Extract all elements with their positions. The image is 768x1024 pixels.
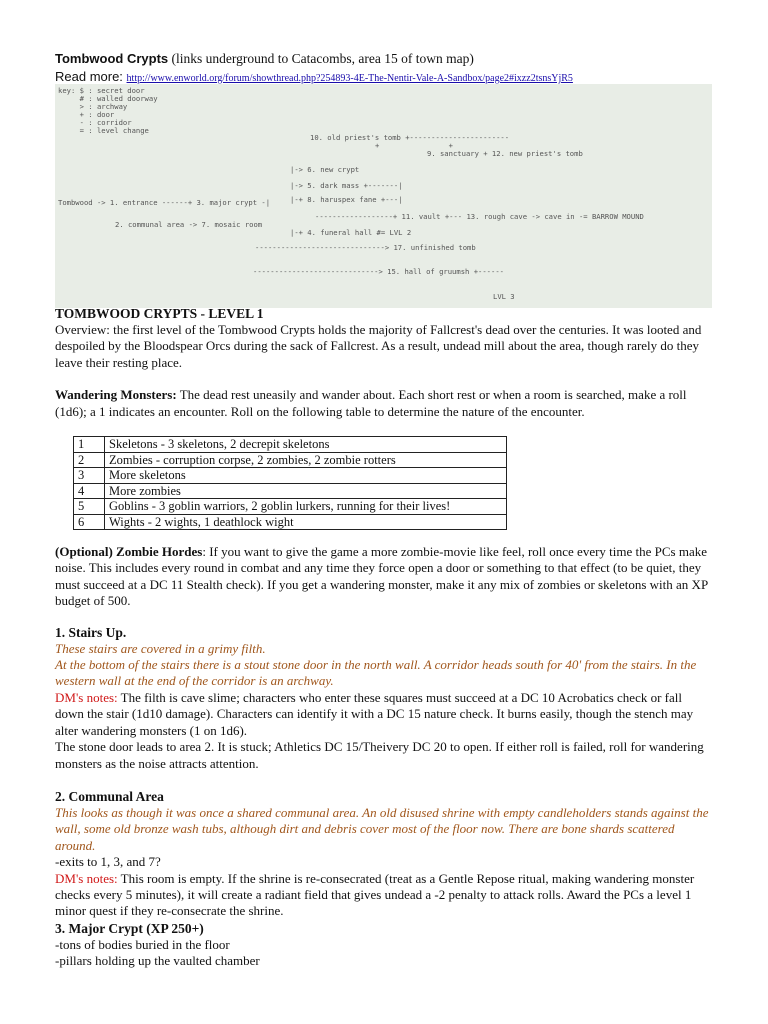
table-row xyxy=(74,483,507,499)
level-heading: TOMBWOOD CRYPTS - LEVEL 1 xyxy=(55,306,264,321)
result-cell: More skeletons xyxy=(105,468,507,484)
result-cell: Goblins - 3 goblin warriors, 2 goblin lurkers, running for their lives! xyxy=(105,499,507,515)
result-cell: Skeletons - 3 skeletons, 2 decrepit skeletons xyxy=(105,437,507,453)
dm-notes-label: DM's notes: xyxy=(55,689,118,705)
wandering-monsters-label: Wandering Monsters: xyxy=(55,387,177,403)
result-cell: More zombies xyxy=(105,483,507,499)
diagram-node-line: LVL 3 xyxy=(493,292,515,301)
room-2-flavor: This looks as though it was once a shared communal area. An old disused shrine with empty candleholders stands against the wall, some old bronze wash tubs, although dirt and debris cover most of the floor now. There are bone shards scattered around. xyxy=(55,804,709,853)
diagram-node-line: ------------------+ 11. vault +--- 13. rough cave -> cave in -= BARROW MOUND xyxy=(315,212,644,221)
dm-notes-text: This room is empty. If the shrine is re-consecrated (treat as a Gentle Repose ritual, making wandering monster checks every 5 minutes), it will create a radiant field that gives undead a -2 penalty to attack rolls. Award the PCs a level 1 minor quest if they re-consecrate the shrine. xyxy=(55,870,695,919)
room-2-heading: 2. Communal Area xyxy=(55,788,164,804)
result-cell: Wights - 2 wights, 1 deathlock wight xyxy=(105,514,507,530)
level-overview: Overview: the first level of the Tombwood Crypts holds the majority of Fallcrest's dead over the centuries. It was looted and despoiled by the Bloodspear Orcs during the sack of Fallcrest. As a result, undead mill about the area, though rarely do they leave their resting place. xyxy=(55,322,702,370)
dm-notes-text: The filth is cave slime; characters who enter these squares must succeed at a DC 10 Acrobatics check or fall down the stair (1d10 damage). Characters can identify it with a DC 15 nature check. It burns easily, though the stench may alter wandering monsters (1 on 1d6). xyxy=(55,689,694,738)
roll-cell: 2 xyxy=(74,452,105,468)
diagram-key-line: - : corridor xyxy=(58,118,132,127)
room-3-line: -pillars holding up the vaulted chamber xyxy=(55,953,260,969)
doc-title-line xyxy=(55,51,474,67)
diagram-key-line: > : archway xyxy=(58,102,128,111)
room-3-heading: 3. Major Crypt (XP 250+) xyxy=(55,920,204,936)
roll-cell: 6 xyxy=(74,514,105,530)
diagram-node-line: |-+ 4. funeral hall #= LVL 2 xyxy=(290,228,412,237)
read-more-label: Read more: xyxy=(55,69,123,84)
diagram-node-line: -----------------------------> 15. hall of gruumsh +------ xyxy=(253,267,504,276)
room-1-flavor: These stairs are covered in a grimy filth. xyxy=(55,640,266,656)
diagram-node-line: ------------------------------> 17. unfinished tomb xyxy=(255,243,476,252)
room-1-dm-notes xyxy=(55,690,710,739)
diagram-node-line: Tombwood -> 1. entrance ------+ 3. major crypt -| xyxy=(58,198,271,207)
diagram-node-line: 2. communal area -> 7. mosaic room xyxy=(115,220,263,229)
crypt-map-diagram xyxy=(55,84,712,308)
diagram-node-line: |-> 5. dark mass +-------| xyxy=(290,181,403,190)
room-1-flavor: At the bottom of the stairs there is a stout stone door in the north wall. A corridor heads south for 40' from the stairs. In the western wall at the end of the corridor is an archway. xyxy=(55,657,697,689)
diagram-node-line: |-+ 8. haruspex fane +---| xyxy=(290,195,403,204)
diagram-key-line: + : door xyxy=(58,110,115,119)
diagram-key-line: = : level change xyxy=(58,126,149,135)
wandering-monsters-table xyxy=(73,436,507,530)
zombie-hordes-text: : If you want to give the game a more zombie-movie like feel, roll once every time the PCs make noise. This includes every round in combat and any time they force open a door or something to that effect (to be quiet, they must succeed at a DC 11 Stealth check). If you get a wandering monster, make it any mix of zombies or skeletons with an XP budget of 500. xyxy=(55,544,708,609)
room-1-door-notes: The stone door leads to area 2. It is stuck; Athletics DC 15/Theivery DC 20 to open. If either roll is failed, roll for wandering monsters as the noise attracts attention. xyxy=(55,739,704,771)
table-row xyxy=(74,514,507,530)
table-row xyxy=(74,452,507,468)
diagram-node-line: |-> 6. new crypt xyxy=(290,165,360,174)
roll-cell: 5 xyxy=(74,499,105,515)
diagram-node-line: 9. sanctuary + 12. new priest's tomb xyxy=(427,149,583,158)
roll-cell: 1 xyxy=(74,437,105,453)
zombie-hordes-paragraph xyxy=(55,544,710,610)
result-cell: Zombies - corruption corpse, 2 zombies, 2 zombie rotters xyxy=(105,452,507,468)
wandering-monsters-paragraph xyxy=(55,387,710,420)
roll-cell: 3 xyxy=(74,468,105,484)
doc-title: Tombwood Crypts xyxy=(55,51,169,66)
roll-cell: 4 xyxy=(74,483,105,499)
dm-notes-label: DM's notes: xyxy=(55,870,118,886)
document-body xyxy=(55,305,710,970)
table-row xyxy=(74,437,507,453)
read-more-link[interactable]: http://www.enworld.org/forum/showthread.php?254893-4E-The-Nentir-Vale-A-Sandbox/page2#ixzz2tsnsYjR5 xyxy=(126,73,573,84)
room-1-heading: 1. Stairs Up. xyxy=(55,624,127,640)
zombie-hordes-label: (Optional) Zombie Hordes xyxy=(55,544,203,560)
room-2-exits: -exits to 1, 3, and 7? xyxy=(55,854,161,870)
diagram-key-line: key: $ : secret door xyxy=(58,86,145,95)
diagram-key-line: # : walled doorway xyxy=(58,94,158,103)
diagram-node-line: 10. old priest's tomb +----------------------- xyxy=(310,133,510,142)
table-row xyxy=(74,468,507,484)
diagram-node-line: + + xyxy=(375,141,453,150)
room-2-dm-notes xyxy=(55,871,710,920)
wandering-monsters-text: The dead rest uneasily and wander about. Each short rest or when a room is searched, make a roll (1d6); a 1 indicates an encounter. Roll on the following table to determine the nature of the encounter. xyxy=(55,387,687,419)
doc-title-note: (links underground to Catacombs, area 15 of town map) xyxy=(171,51,474,66)
room-3-line: -tons of bodies buried in the floor xyxy=(55,936,230,952)
table-row xyxy=(74,499,507,515)
